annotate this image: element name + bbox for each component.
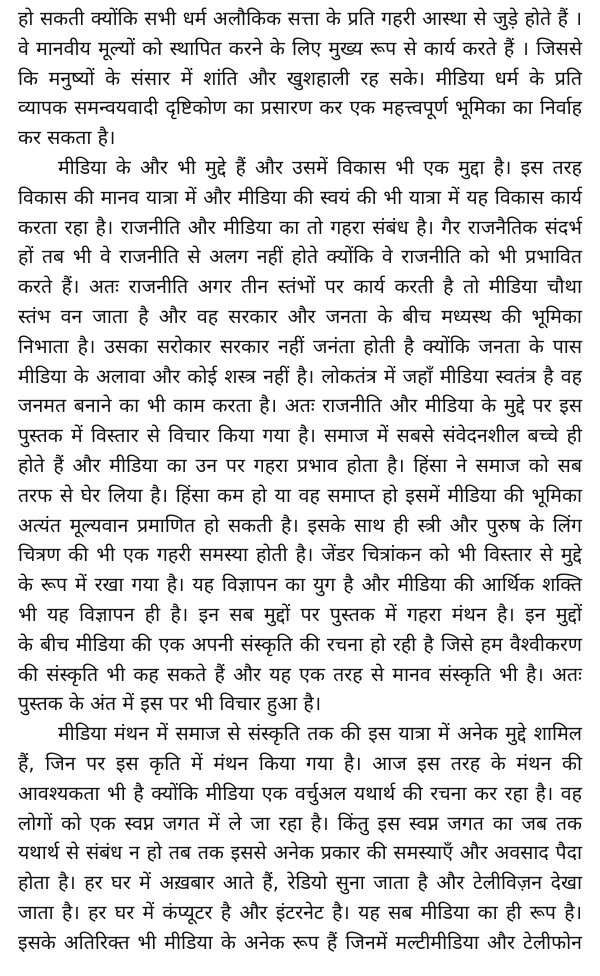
text-line: तरफ से घेर लिया है। हिंसा कम हो या वह समाप्त हो इसमें मीडिया की भूमिका (18, 483, 582, 507)
text-line: निभाता है। उसका सरोकार सरकार नहीं जनंता होती है क्योंकि जनता के पास (18, 334, 582, 358)
text-line: इसके अतिरिक्त भी मीडिया के अनेक रूप हैं जिनमें मल्टीमीडिया और टेलीफोन (18, 930, 582, 954)
text-line: वे मानवीय मूल्यों को स्थापित करने के लिए मुख्य रूप से कार्य करते हैं । जिससे (18, 36, 582, 60)
text-line: हों तब भी वे राजनीति से अलग नहीं होते क्योंकि वे राजनीति को भी प्रभावित (18, 245, 582, 269)
text-line: कि मनुष्यों के संसार में शांति और खुशहाली रह सके। मीडिया धर्म के प्रति (18, 66, 582, 90)
document-page (18, 4, 582, 958)
text-line: कर सकता है। (18, 126, 116, 150)
text-line: जनमत बनाने का भी काम करता है। अतः राजनीति और मीडिया के मुद्दे पर इस (18, 394, 582, 418)
text-line: हो सकती क्योंकि सभी धर्म अलौकिक सत्ता के प्रति गहरी आस्था से जुड़े होते हैं । (18, 7, 582, 30)
paragraph (18, 719, 582, 957)
text-line: मीडिया के अलावा और कोई शस्त्र नहीं है। लोकतंत्र में जहाँ मीडिया स्वतंत्र है वह (18, 364, 582, 388)
text-line: स्तंभ वन जाता है और वह सरकार और जनता के बीच मध्यस्थ की भूमिका (18, 304, 582, 328)
text-line: भी यह विज्ञापन ही है। इन सब मुद्दों पर पुस्तक में गहरा मंथन है। इन मुद्दों (18, 602, 582, 626)
paragraph (18, 4, 582, 153)
text-line: पुस्तक के अंत में इस पर भी विचार हुआ है। (18, 692, 322, 716)
text-line: होते हैं और मीडिया का उन पर गहरा प्रभाव होता है। हिंसा ने समाज को सब (18, 453, 582, 477)
text-line: आवश्यकता भी है क्योंकि मीडिया एक वर्चुअल यथार्थ की रचना कर रहा है। वह (18, 781, 582, 805)
text-line: होता है। हर घर में अख़बार आते हैं, रेडियो सुना जाता है और टेलीविज़न देखा (18, 871, 582, 895)
text-line: मीडिया के और भी मुद्दे हैं और उसमें विकास भी एक मुद्दा है। इस तरह (58, 155, 582, 179)
text-line: करता रहा है। राजनीति और मीडिया का तो गहरा संबंध है। गैर राजनैतिक संदर्भ (18, 215, 582, 239)
text-line: यथार्थ से संबंध न हो तब तक इससे अनेक प्रकार की समस्याएँ और अवसाद पैदा (18, 841, 582, 865)
text-line: के रूप में रखा गया है। यह विज्ञापन का युग है और मीडिया की आर्थिक शक्ति (18, 573, 582, 597)
text-line: मीडिया मंथन में समाज से संस्कृति तक की इस यात्रा में अनेक मुद्दे शामिल (58, 722, 582, 746)
text-line: विकास की मानव यात्रा में और मीडिया की स्वयं की भी यात्रा में यह विकास कार्य (18, 185, 582, 209)
text-line: अत्यंत मूल्यवान प्रमाणित हो सकती है। इसके साथ ही स्त्री और पुरुष के लिंग (18, 513, 582, 537)
paragraph (18, 153, 582, 719)
text-line: हैं, जिन पर इस कृति में मंथन किया गया है। आज इस तरह के मंथन की (18, 751, 582, 775)
text-line: के बीच मीडिया की एक अपनी संस्कृति की रचना हो रही है जिसे हम वैश्वीकरण (18, 632, 582, 656)
text-line: जाता है। हर घर में कंप्यूटर है और इंटरनेट है। यह सब मीडिया का ही रूप है। (18, 900, 582, 924)
text-line: चित्रण की भी एक गहरी समस्या होती है। जेंडर चित्रांकन को भी विस्तार से मुद्दे (18, 543, 582, 567)
text-line: करते हैं। अतः राजनीति अगर तीन स्तंभों पर कार्य करती है तो मीडिया चौथा (18, 275, 582, 299)
text-line: लोगों को एक स्वप्न जगत में ले जा रहा है। किंतु इस स्वप्न जगत का जब तक (18, 811, 582, 835)
text-line: पुस्तक में विस्तार से विचार किया गया है। समाज में सबसे संवेदनशील बच्चे ही (18, 424, 582, 448)
text-line: की संस्कृति भी कह सकते हैं और यह एक तरह से मानव संस्कृति भी है। अतः (18, 662, 582, 686)
text-line: व्यापक समन्वयवादी दृष्टिकोण का प्रसारण कर एक महत्त्वपूर्ण भूमिका का निर्वाह (18, 96, 582, 120)
